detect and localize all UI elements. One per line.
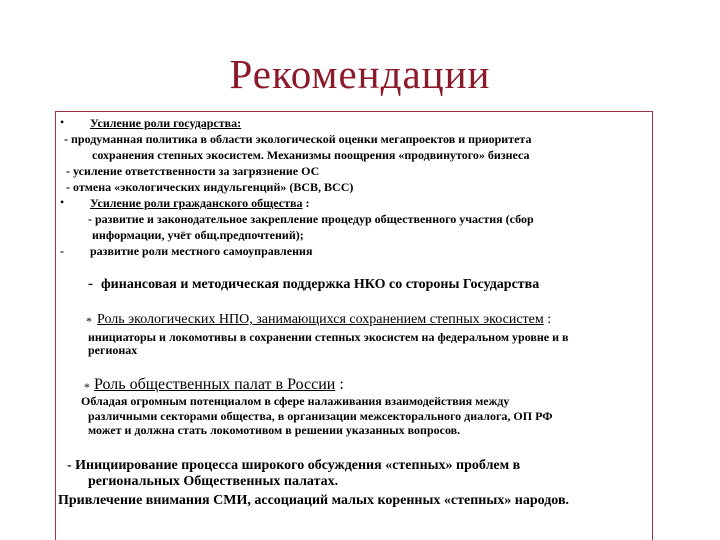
heading-chambers-text: Роль общественных палат в России: [94, 376, 336, 393]
civil-line-2: информации, учёт общ.предпочтений);: [92, 228, 304, 242]
bullet-state: •: [60, 115, 65, 129]
star-ngo: *: [86, 314, 92, 328]
initiation-line-2: региональных Общественных палатах.: [88, 474, 339, 489]
initiation-line-1: - Инициирование процесса широкого обсуждения «степных» проблем в: [67, 458, 521, 473]
civil-dash: -: [60, 244, 64, 258]
heading-ngo: [97, 313, 551, 327]
heading-chambers: [94, 377, 344, 393]
heading-civil-society-suffix: :: [302, 196, 310, 210]
heading-ngo-text: Роль экологических НПО, занимающихся сохранением степных экосистем: [97, 312, 544, 327]
heading-state-role: Усиление роли государства:: [90, 116, 242, 130]
heading-chambers-suffix: :: [335, 376, 344, 393]
support-line: финансовая и методическая поддержка НКО со стороны Государства: [101, 277, 540, 292]
civil-line-3: развитие роли местного самоуправления: [90, 244, 313, 258]
state-line-2: сохранения степных экосистем. Механизмы поощрения «продвинутого» бизнеса: [92, 148, 530, 162]
ngo-line-2: регионах: [88, 343, 138, 357]
heading-civil-society-text: Усиление роли гражданского общества: [90, 196, 303, 210]
civil-line-1: - развитие и законодательное закрепление процедур общественного участия (сбор: [88, 212, 534, 226]
heading-ngo-suffix: :: [543, 312, 552, 327]
chambers-line-2: различными секторами общества, в организации межсекторального диалога, ОП РФ: [88, 409, 553, 423]
ngo-line-1: инициаторы и локомотивы в сохранении степных экосистем на федеральном уровне и в: [88, 330, 569, 344]
bullet-civil: •: [60, 195, 65, 209]
heading-civil-society: [90, 197, 309, 209]
slide-title: Рекомендации: [229, 51, 491, 97]
chambers-line-3: может и должна стать локомотивом в решении указанных вопросов.: [88, 423, 461, 437]
state-line-3: - усиление ответственности за загрязнение ОС: [66, 164, 320, 178]
state-line-1: - продуманная политика в области экологической оценки мегапроектов и приоритета: [64, 132, 532, 146]
media-line: Привлечение внимания СМИ, ассоциаций малых коренных «степных» народов.: [58, 493, 570, 508]
support-dash: -: [88, 276, 93, 292]
star-chambers: *: [84, 380, 90, 394]
chambers-line-1: Обладая огромным потенциалом в сфере налаживания взаимодействия между: [81, 394, 510, 408]
state-line-4: - отмена «экологических индульгенций» (ВСВ, ВСС): [66, 180, 354, 194]
